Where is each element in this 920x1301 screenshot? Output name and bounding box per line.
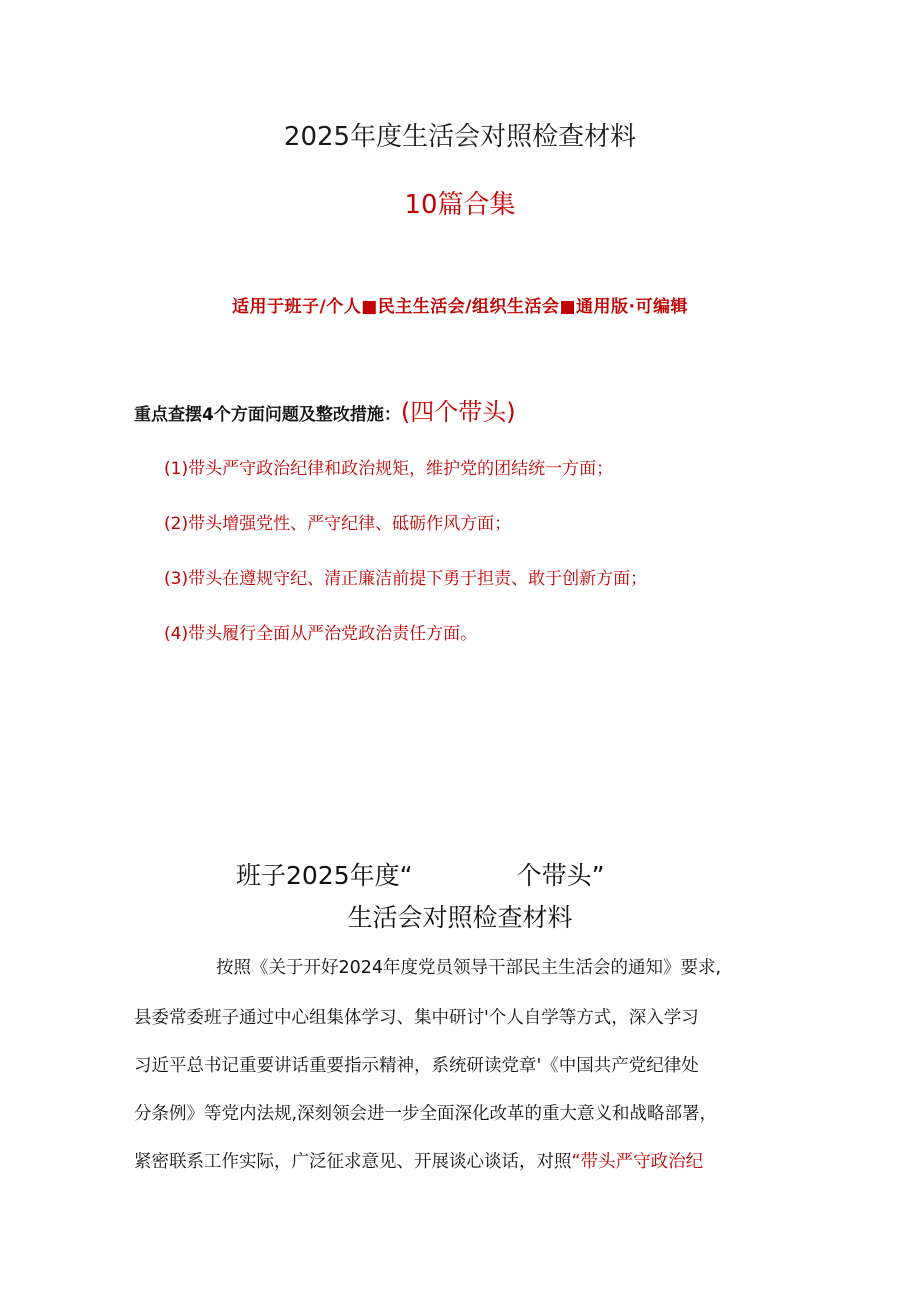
body-line: 按照《关于开好2024年度党员领导干部民主生活会的通知》要求, bbox=[216, 958, 722, 978]
body-line: 县委常委班子通过中心组集体学习、集中研讨'个人自学等方式，深入学习 bbox=[134, 1008, 699, 1028]
document-title: 2025年度生活会对照检查材料 bbox=[283, 122, 637, 152]
body-line-highlight: “带头严守政治纪 bbox=[571, 1152, 704, 1172]
collection-subtitle: 10篇合集 bbox=[404, 190, 516, 220]
section-title-part-1: 班子2025年度“ bbox=[236, 861, 413, 890]
focus-item: (2)带头增强党性、严守纪律、砥砺作风方面； bbox=[164, 514, 512, 534]
section-title-part-2: 个带头” bbox=[516, 861, 605, 890]
focus-item: (3)带头在遵规守纪、清正廉洁前提下勇于担责、敢于创新方面； bbox=[164, 569, 648, 589]
focus-item: (4)带头履行全面从严治党政治责任方面。 bbox=[164, 624, 478, 644]
body-line: 习近平总书记重要讲话重要指示精神，系统研读党章'《中国共产党纪律处 bbox=[134, 1056, 699, 1076]
usage-tagline: 适用于班子/个人■民主生活会/组织生活会■通用版·可编辑 bbox=[232, 297, 688, 317]
section-title-line-2: 生活会对照检查材料 bbox=[347, 903, 573, 932]
body-line-text: 紧密联系工作实际，广泛征求意见、开展谈心谈话，对照 bbox=[134, 1152, 572, 1172]
section-title-line-1 bbox=[236, 856, 605, 892]
focus-heading-text: 重点查摆4个方面问题及整改措施： bbox=[134, 405, 401, 425]
focus-item: (1)带头严守政治纪律和政治规矩，维护党的团结统一方面； bbox=[164, 459, 614, 479]
body-line: 分条例》等党内法规,深刻领会进一步全面深化改革的重大意义和战略部署， bbox=[134, 1104, 718, 1124]
body-line bbox=[134, 1148, 794, 1173]
focus-heading-emphasis: (四个带头) bbox=[400, 398, 516, 426]
focus-heading bbox=[134, 392, 516, 427]
